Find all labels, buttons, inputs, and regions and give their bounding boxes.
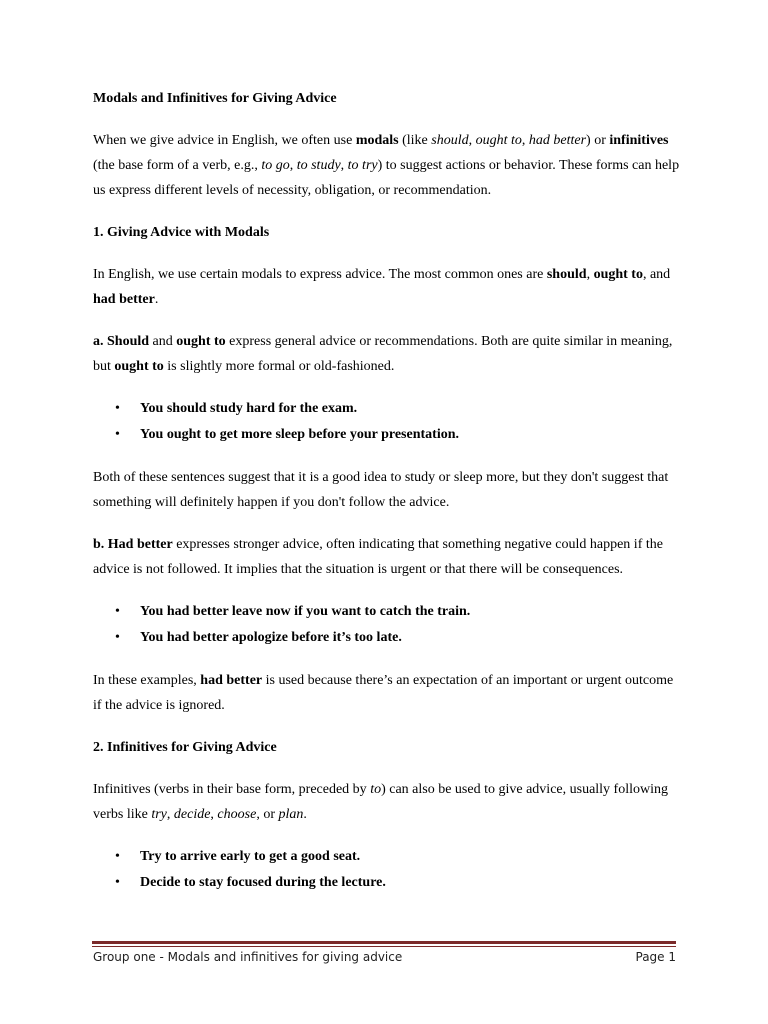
text-run: to try: [347, 158, 378, 173]
text-run: ,: [340, 158, 348, 173]
text-run: to: [370, 782, 382, 797]
list-item-text: You had better leave now if you want to catch the train.: [140, 604, 471, 619]
text-run: ) can also be used to give advice, usually following verbs like: [93, 782, 669, 822]
footer-title: Group one - Modals and infinitives for giving advice: [93, 950, 403, 964]
text-run: , or: [256, 807, 279, 822]
section2-paragraph: [93, 777, 683, 827]
after-a-paragraph: Both of these sentences suggest that it is a good idea to study or sleep more, but they don't suggest that something will definitely happen if you don't follow the advice.: [93, 470, 669, 510]
text-run: In English, we use certain modals to express advice. The most common ones are: [93, 267, 547, 282]
text-run: .: [303, 807, 307, 822]
bullet-icon: •: [115, 401, 120, 416]
document-body: [93, 86, 683, 913]
text-run: modals: [355, 133, 399, 148]
list-item: [93, 599, 683, 625]
text-run: .: [154, 292, 159, 307]
page-number: Page 1: [635, 950, 676, 964]
example-list-infinitives: [93, 844, 683, 896]
text-run: infinitives: [609, 133, 669, 148]
list-item: [93, 870, 683, 896]
text-run: express general advice or recommendations. Both are quite similar in meaning, but: [93, 334, 673, 374]
example-list-b: [93, 599, 683, 651]
subsection-a-paragraph: [93, 329, 683, 379]
text-run: had better: [528, 133, 587, 148]
text-run: (like: [398, 133, 432, 148]
list-item: [93, 422, 683, 448]
text-run: ) to suggest actions or behavior. These forms can help us express different levels of necessity, obligation, or recommendation.: [93, 158, 680, 198]
intro-paragraph: [93, 128, 683, 203]
text-run: ought to: [176, 334, 226, 349]
text-run: Infinitives (verbs in their base form, preceded by: [93, 782, 371, 797]
footer-rule-thin: [92, 946, 676, 947]
text-run: In these examples,: [93, 673, 201, 688]
text-run: b. Had better: [93, 537, 173, 552]
list-item-text: You had better apologize before it’s too late.: [140, 630, 402, 645]
text-run: ought to: [114, 359, 164, 374]
text-run: ,: [166, 807, 174, 822]
text-run: should: [546, 267, 587, 282]
text-run: and: [149, 334, 177, 349]
text-run: ,: [586, 267, 594, 282]
document-title: Modals and Infinitives for Giving Advice: [93, 91, 337, 106]
text-run: ,: [521, 133, 529, 148]
text-run: choose: [217, 807, 257, 822]
section-heading-1: 1. Giving Advice with Modals: [93, 225, 270, 240]
footer-rule: [92, 941, 676, 944]
text-run: When we give advice in English, we often use: [93, 133, 356, 148]
section1-paragraph: [93, 262, 683, 312]
text-run: is used because there’s an expectation of an important or urgent outcome if the advice is ignored.: [93, 673, 674, 713]
text-run: to study: [296, 158, 341, 173]
text-run: ,: [289, 158, 297, 173]
text-run: a. Should: [93, 334, 150, 349]
section-heading-2: 2. Infinitives for Giving Advice: [93, 740, 277, 755]
text-run: ,: [468, 133, 476, 148]
list-item: [93, 396, 683, 422]
list-item-text: You ought to get more sleep before your presentation.: [140, 427, 459, 442]
list-item-text: Decide to stay focused during the lecture.: [140, 875, 386, 890]
bullet-icon: •: [115, 849, 120, 864]
subsection-b-paragraph: [93, 532, 683, 582]
text-run: should: [431, 133, 469, 148]
text-run: try: [151, 807, 167, 822]
bullet-icon: •: [115, 630, 120, 645]
bullet-icon: •: [115, 604, 120, 619]
text-run: decide: [173, 807, 211, 822]
list-item: [93, 844, 683, 870]
text-run: to go: [261, 158, 290, 173]
text-run: ought to: [475, 133, 522, 148]
text-run: ,: [210, 807, 218, 822]
text-run: had better: [200, 673, 263, 688]
text-run: expresses stronger advice, often indicating that something negative could happen if the advice is not followed. It implies that the situation is urgent or that there will be consequences.: [93, 537, 663, 577]
example-list-a: [93, 396, 683, 448]
bullet-icon: •: [115, 875, 120, 890]
text-run: (the base form of a verb, e.g.,: [93, 158, 262, 173]
bullet-icon: •: [115, 427, 120, 442]
list-item: [93, 625, 683, 651]
list-item-text: You should study hard for the exam.: [140, 401, 358, 416]
after-b-paragraph: [93, 668, 683, 718]
text-run: ) or: [586, 133, 610, 148]
text-run: is slightly more formal or old-fashioned.: [163, 359, 395, 374]
text-run: ought to: [593, 267, 643, 282]
list-item-text: Try to arrive early to get a good seat.: [140, 849, 361, 864]
text-run: plan: [278, 807, 304, 822]
text-run: had better: [93, 292, 155, 307]
text-run: , and: [642, 267, 671, 282]
